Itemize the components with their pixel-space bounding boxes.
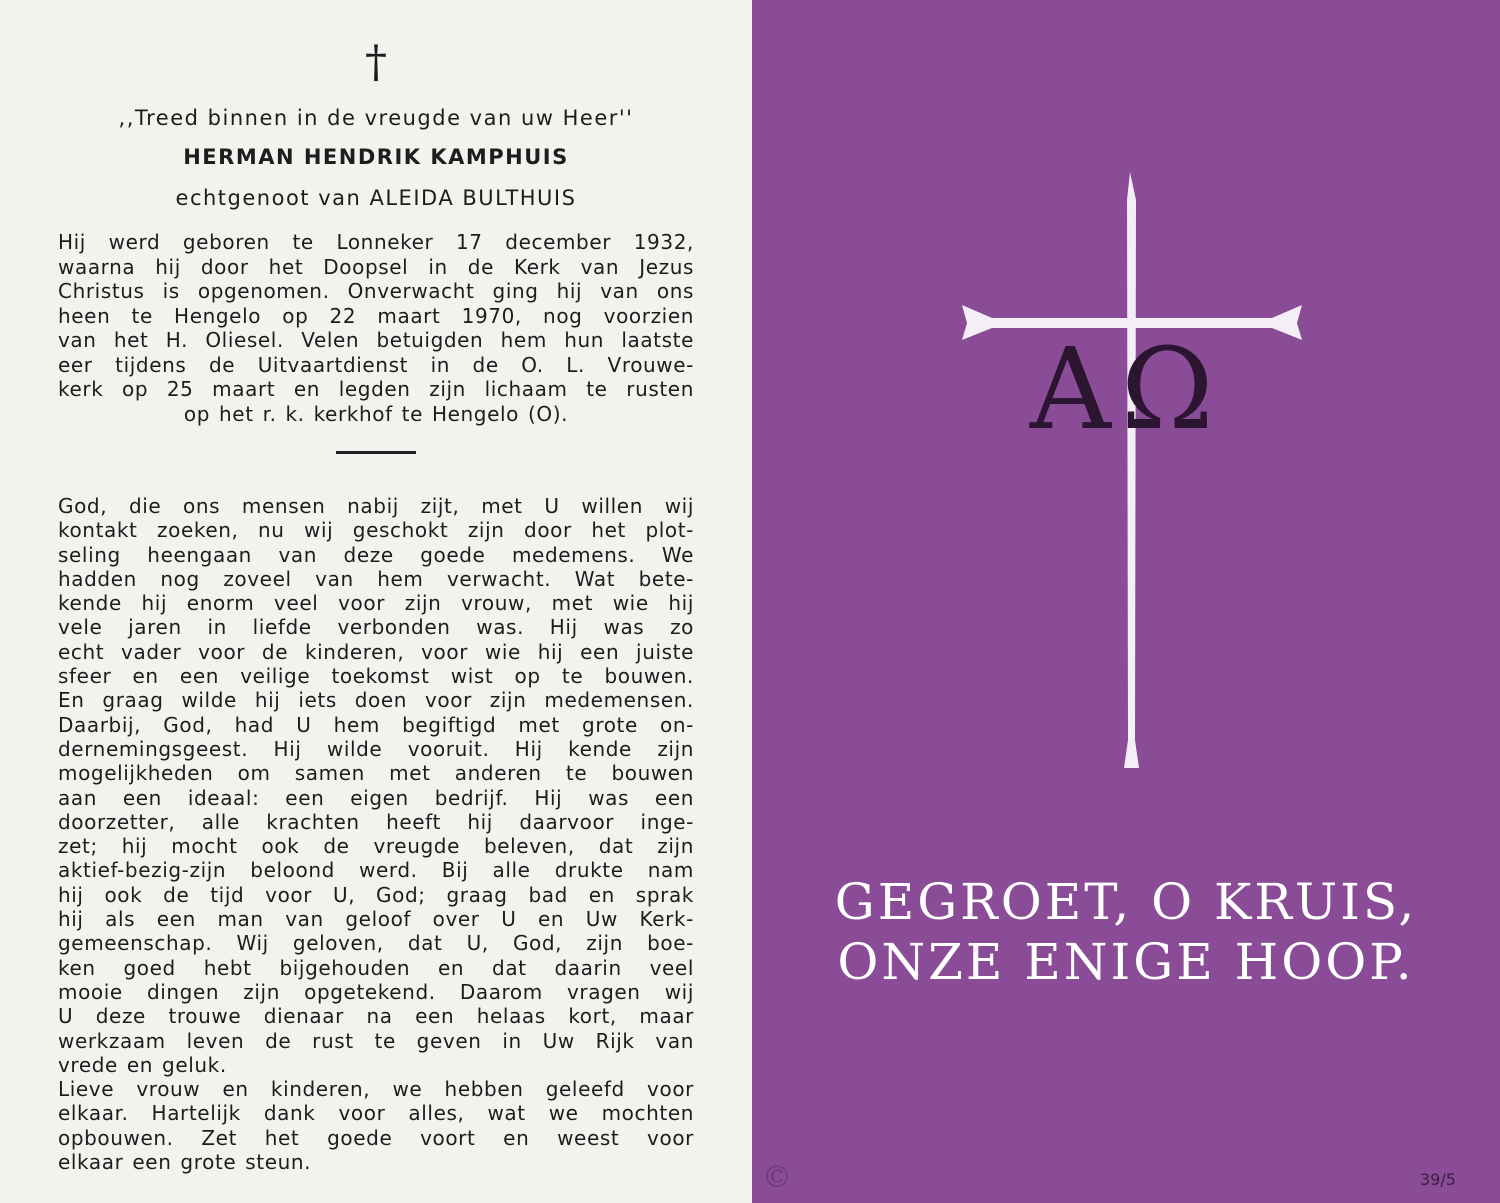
prayer-line: dernemingsgeest. Hij wilde vooruit. Hij kende zijn [58, 736, 694, 761]
prayer-line: echt vader voor de kinderen, voor wie hij een juiste [58, 639, 694, 664]
prayer-line: mooie dingen zijn opgetekend. Daarom vragen wij [58, 979, 694, 1004]
prayer-line: gemeenschap. Wij geloven, dat U, God, zijn boe- [58, 931, 694, 956]
prayer-line: Lieve vrouw en kinderen, we hebben geleefd voor [58, 1077, 694, 1102]
prayer-line: vrede en geluk. [58, 1052, 227, 1077]
prayer-line: zet; hij mocht ook de vreugde beleven, dat zijn [58, 834, 694, 859]
bio-line: van het H. Oliesel. Velen betuigden hem hun laatste [58, 328, 694, 352]
cover-panel [752, 0, 1500, 1203]
prayer-line: doorzetter, alle krachten heeft hij daarvoor inge- [58, 809, 694, 834]
reference-code: 39/5 [1420, 1170, 1456, 1189]
prayer-line: En graag wilde hij iets doen voor zijn medemensen. [58, 688, 694, 713]
prayer-line: seling heengaan van deze goede medemens. We [58, 542, 694, 567]
prayer-line: ken goed hebt bijgehouden en dat daarin veel [58, 955, 694, 980]
prayer-line: kende hij enorm veel voor zijn vrouw, met wie hij [58, 591, 694, 616]
cross-icon: † [365, 37, 387, 88]
bio-line: eer tijdens de Uitvaartdienst in de O. L. Vrouwe- [58, 352, 694, 377]
prayer-line: werkzaam leven de rust te geven in Uw Rijk van [58, 1028, 694, 1053]
large-cross-icon [752, 0, 1500, 1203]
verse [752, 872, 1500, 992]
prayer-line: God, die ons mensen nabij zijt, met U willen wij [58, 494, 694, 518]
prayer-line: sfeer en een veilige toekomst wist op te bouwen. [58, 664, 694, 689]
prayer-line: U deze trouwe dienaar na een helaas kort, maar [58, 1004, 694, 1029]
prayer-line: Daarbij, God, had U hem begiftigd met grote on- [58, 712, 694, 737]
prayer-text [58, 494, 694, 1174]
verse-line: ONZE ENIGE HOOP. [837, 933, 1415, 991]
bio-line: waarna hij door het Doopsel in de Kerk van Jezus [58, 254, 694, 279]
prayer-line: aan een ideaal: een eigen bedrijf. Hij was een [58, 785, 694, 810]
prayer-line: hadden nog zoveel van hem verwacht. Wat bete- [58, 566, 694, 591]
prayer-line: hij ook de tijd voor U, God; graag bad en sprak [58, 882, 694, 907]
bio-line: Hij werd geboren te Lonneker 17 december 1932, [58, 230, 694, 254]
prayer-line: opbouwen. Zet het goede voort en weest voor [58, 1125, 694, 1150]
divider [336, 451, 416, 454]
verse-line: GEGROET, O KRUIS, [834, 873, 1418, 931]
spouse-line: echtgenoot van ALEIDA BULTHUIS [175, 186, 577, 210]
prayer-line: kontakt zoeken, nu wij geschokt zijn door het plot- [58, 518, 694, 543]
bio-line: heen te Hengelo op 22 maart 1970, nog voorzien [58, 303, 694, 328]
bio-line: kerk op 25 maart en legden zijn lichaam te rusten [58, 377, 694, 401]
prayer-line: hij als een man van geloof over U en Uw Kerk- [58, 907, 694, 932]
prayer-line: elkaar een grote steun. [58, 1150, 312, 1175]
prayer-line: vele jaren in liefde verbonden was. Hij was zo [58, 615, 694, 640]
printer-mark-icon: © [762, 1160, 792, 1195]
deceased-name: HERMAN HENDRIK KAMPHUIS [183, 145, 569, 169]
alpha-omega-icon: AΩ [1030, 325, 1224, 455]
bio-line: op het r. k. kerkhof te Hengelo (O). [183, 401, 569, 426]
prayer-line: aktief-bezig-zijn beloond werd. Bij alle drukte nam [58, 858, 694, 883]
prayer-line: mogelijkheden om samen met anderen te bouwen [58, 761, 694, 786]
bio-line: Christus is opgenomen. Onverwacht ging hij van ons [58, 279, 694, 303]
biography [58, 230, 694, 426]
prayer-line: elkaar. Hartelijk dank voor alles, wat we mochten [58, 1101, 694, 1126]
motto: ,,Treed binnen in de vreugde van uw Heer'' [118, 106, 634, 130]
